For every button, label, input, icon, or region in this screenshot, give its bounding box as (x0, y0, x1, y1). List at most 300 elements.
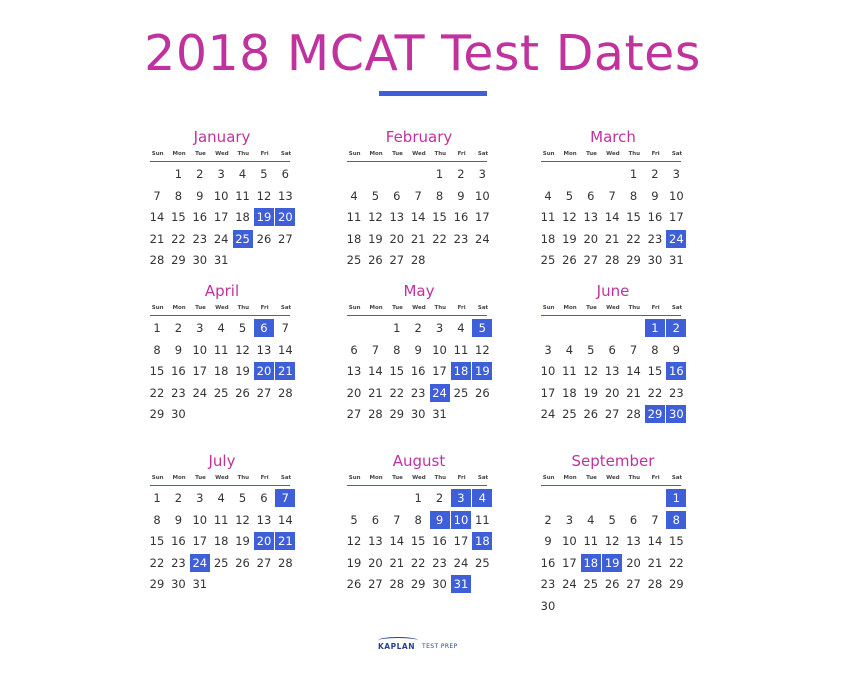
weekday-header: Sun (542, 475, 555, 481)
calendar-day: 8 (651, 342, 659, 357)
calendar-day: 27 (256, 385, 272, 400)
test-date-day: 24 (430, 384, 450, 402)
calendar-day: 5 (350, 512, 358, 527)
calendar-day: 3 (196, 321, 204, 335)
calendar-day: 5 (371, 188, 380, 203)
calendar-week (147, 489, 297, 511)
calendar-day: 11 (213, 512, 229, 527)
weekday-header-row (538, 304, 688, 313)
weekday-header: Sat (280, 305, 292, 311)
calendar-day: 13 (278, 188, 293, 203)
weekday-header: Sat (477, 151, 489, 157)
calendar-day: 6 (371, 512, 380, 527)
weekday-divider (541, 315, 681, 316)
weekday-header: Mon (369, 151, 383, 157)
calendar-day: 20 (604, 385, 620, 400)
calendar-day: 9 (196, 188, 204, 203)
test-date-day: 19 (472, 362, 492, 380)
calendar-day: 8 (414, 512, 422, 527)
calendar-day: 8 (153, 342, 161, 357)
weekday-header: Sun (348, 151, 361, 157)
calendar-day: 23 (453, 231, 469, 246)
weekday-header: Sat (280, 151, 292, 157)
calendar-day: 22 (647, 385, 663, 400)
calendar-day: 23 (540, 577, 556, 591)
calendar-day: 16 (647, 210, 663, 224)
calendar-day: 9 (174, 512, 183, 527)
calendar-day: 6 (587, 188, 595, 203)
weekday-divider (150, 485, 290, 486)
calendar-day: 4 (350, 188, 358, 203)
calendar-day: 14 (389, 534, 405, 548)
calendar-day: 31 (213, 253, 229, 267)
calendar-day: 21 (647, 555, 663, 570)
calendar-day: 28 (149, 253, 165, 267)
calendar-day: 29 (626, 253, 641, 267)
weekday-divider (347, 315, 487, 316)
calendar-day: 19 (368, 231, 383, 246)
calendar-day: 14 (647, 534, 663, 548)
weekday-header: Sun (151, 151, 164, 157)
weekday-header: Sat (280, 475, 292, 481)
calendar-day: 16 (540, 555, 556, 570)
weekday-header: Wed (412, 151, 426, 157)
calendar-week (344, 230, 494, 252)
calendar-day: 27 (278, 231, 293, 246)
calendar-week (147, 230, 297, 252)
weekday-header-row (344, 150, 494, 159)
calendar-week (147, 187, 297, 209)
calendar-day: 4 (565, 342, 574, 357)
calendar-day: 7 (414, 188, 422, 203)
weekday-header: Sun (542, 151, 555, 157)
calendar-day: 26 (346, 577, 362, 591)
month-march (538, 126, 688, 273)
calendar-day: 14 (278, 342, 293, 357)
weekday-header: Sat (671, 151, 683, 157)
calendar-day: 19 (346, 555, 362, 570)
calendar-day: 2 (196, 167, 204, 181)
test-date-day: 9 (430, 511, 450, 529)
weekday-header: Wed (412, 305, 426, 311)
calendar-day: 21 (389, 555, 405, 570)
calendar-day: 16 (453, 210, 469, 224)
calendar-week (538, 251, 688, 273)
test-date-day: 18 (451, 362, 471, 380)
weekday-header: Mon (172, 475, 186, 481)
calendar-day: 30 (171, 407, 186, 421)
calendar-day: 3 (217, 167, 225, 181)
calendar-day: 23 (647, 231, 663, 246)
weekday-header: Mon (172, 151, 186, 157)
calendar-day: 3 (672, 167, 680, 181)
calendar-day: 2 (414, 321, 422, 335)
calendar-day: 25 (346, 253, 362, 267)
calendar-day: 14 (626, 364, 641, 378)
weekday-header: Sat (671, 305, 683, 311)
test-date-day: 7 (275, 489, 295, 507)
test-date-day: 18 (581, 554, 601, 572)
weekday-header: Fri (260, 475, 269, 481)
calendar-week (147, 405, 297, 427)
calendar-day: 22 (149, 385, 165, 400)
test-date-day: 20 (275, 208, 295, 226)
calendar-week (147, 341, 297, 363)
calendar-day: 22 (669, 555, 684, 570)
calendar-day: 4 (238, 167, 247, 181)
calendar-day: 12 (235, 512, 250, 527)
test-date-day: 2 (666, 319, 686, 337)
calendar-week (538, 208, 688, 230)
weekday-header-row (147, 474, 297, 483)
calendar-day: 26 (235, 385, 250, 400)
calendar-week (538, 532, 688, 554)
calendar-week (147, 251, 297, 273)
calendar-day: 5 (565, 188, 574, 203)
calendar-day: 1 (153, 491, 161, 505)
weekday-divider (347, 161, 487, 162)
calendar-week (344, 165, 494, 187)
calendar-day: 1 (174, 167, 183, 181)
weekday-header: Thu (434, 151, 447, 157)
calendar-day: 8 (393, 342, 401, 357)
calendar-week (538, 165, 688, 187)
weekday-header: Thu (628, 151, 641, 157)
calendar-day: 15 (432, 210, 447, 224)
calendar-day: 18 (562, 385, 577, 400)
calendar-day: 25 (213, 555, 229, 570)
calendar-day: 17 (453, 534, 469, 548)
weekday-header: Fri (651, 151, 660, 157)
calendar-day: 29 (149, 407, 165, 421)
weekday-header: Mon (172, 305, 186, 311)
calendar-day: 4 (217, 491, 225, 505)
month-name: August (392, 452, 446, 470)
calendar-day: 1 (435, 167, 444, 181)
weekday-header-row (147, 304, 297, 313)
calendar-day: 13 (368, 534, 383, 548)
test-date-day: 31 (451, 575, 471, 593)
kaplan-logo (378, 640, 468, 658)
calendar-day: 15 (171, 210, 186, 224)
weekday-header: Fri (651, 305, 660, 311)
calendar-day: 19 (583, 385, 599, 400)
calendar-day: 20 (346, 385, 362, 400)
calendar-day: 1 (629, 167, 638, 181)
calendar-day: 3 (196, 491, 204, 505)
weekday-header: Tue (392, 305, 403, 311)
calendar-week (344, 554, 494, 576)
calendar-day: 2 (651, 167, 659, 181)
month-february (344, 126, 494, 273)
calendar-day: 19 (562, 231, 577, 246)
calendar-week (344, 532, 494, 554)
weekday-header: Thu (237, 475, 250, 481)
calendar-day: 1 (393, 321, 401, 335)
calendar-week (344, 384, 494, 406)
month-may (344, 280, 494, 427)
calendar-day: 22 (389, 385, 405, 400)
test-date-day: 3 (451, 489, 471, 507)
calendar-day: 5 (238, 321, 247, 335)
weekday-header: Sun (348, 475, 361, 481)
weekday-header: Sun (151, 475, 164, 481)
weekday-header: Wed (606, 475, 620, 481)
calendar-week (147, 532, 297, 554)
weekday-header: Tue (195, 305, 206, 311)
weekday-header: Fri (260, 305, 269, 311)
calendar-day: 23 (171, 385, 186, 400)
month-june (538, 280, 688, 427)
weekday-header: Thu (434, 305, 447, 311)
page-title: 2018 MCAT Test Dates (144, 25, 701, 82)
weekday-header: Tue (586, 151, 597, 157)
test-date-day: 10 (451, 511, 471, 529)
calendar-day: 15 (410, 534, 426, 548)
calendar-day: 11 (475, 512, 490, 527)
weekday-header: Thu (237, 305, 250, 311)
weekday-header: Sun (542, 305, 555, 311)
calendar-day: 20 (389, 231, 405, 246)
calendar-day: 25 (583, 577, 599, 591)
weekday-header-row (538, 474, 688, 483)
weekday-header: Sat (477, 305, 489, 311)
calendar-day: 18 (213, 364, 229, 378)
calendar-day: 19 (235, 364, 250, 378)
test-date-day: 16 (666, 362, 686, 380)
weekday-header: Wed (215, 475, 229, 481)
test-date-day: 29 (645, 405, 665, 423)
calendar-day: 18 (540, 231, 556, 246)
calendar-week (344, 575, 494, 597)
calendar-day: 7 (393, 512, 401, 527)
calendar-day: 4 (544, 188, 552, 203)
calendar-day: 27 (346, 407, 362, 421)
calendar-week (538, 511, 688, 533)
test-date-day: 20 (254, 532, 274, 550)
calendar-day: 11 (583, 534, 599, 548)
weekday-header: Mon (369, 305, 383, 311)
calendar-day: 11 (540, 210, 556, 224)
calendar-day: 16 (171, 534, 186, 548)
calendar-day: 21 (410, 231, 426, 246)
calendar-day: 7 (608, 188, 616, 203)
weekday-header: Thu (628, 475, 641, 481)
calendar-day: 25 (213, 385, 229, 400)
calendar-day: 9 (414, 342, 422, 357)
calendar-day: 24 (475, 231, 490, 246)
calendar-day: 26 (368, 253, 383, 267)
calendar-day: 7 (629, 342, 638, 357)
calendar-day: 10 (562, 534, 577, 548)
calendar-day: 30 (410, 407, 426, 421)
calendar-day: 23 (171, 555, 186, 570)
calendar-week (538, 384, 688, 406)
calendar-day: 31 (669, 253, 684, 267)
calendar-day: 16 (171, 364, 186, 378)
calendar-day: 11 (562, 364, 577, 378)
weekday-divider (347, 485, 487, 486)
test-date-day: 19 (254, 208, 274, 226)
calendar-day: 26 (256, 231, 272, 246)
calendar-day: 21 (149, 231, 165, 246)
calendar-day: 10 (669, 188, 684, 203)
calendar-day: 6 (629, 512, 638, 527)
calendar-day: 12 (583, 364, 599, 378)
calendar-day: 17 (669, 210, 684, 224)
logo-sub-text: TEST PREP (422, 643, 458, 650)
test-date-day: 25 (233, 230, 253, 248)
calendar-day: 23 (192, 231, 208, 246)
calendar-day: 1 (153, 321, 161, 335)
test-date-day: 24 (190, 554, 210, 572)
calendar-day: 17 (540, 385, 556, 400)
calendar-week (344, 341, 494, 363)
calendar-day: 12 (604, 534, 620, 548)
calendar-day: 3 (544, 342, 552, 357)
calendar-day: 7 (371, 342, 380, 357)
calendar-day: 2 (174, 321, 183, 335)
calendar-day: 13 (626, 534, 641, 548)
calendar-day: 13 (346, 364, 362, 378)
calendar-day: 7 (651, 512, 659, 527)
calendar-day: 2 (457, 167, 465, 181)
calendar-day: 9 (174, 342, 183, 357)
calendar-day: 7 (153, 188, 161, 203)
calendar-day: 2 (544, 512, 552, 527)
calendar-week (538, 341, 688, 363)
calendar-day: 6 (260, 491, 268, 505)
calendar-day: 10 (192, 512, 208, 527)
calendar-day: 8 (174, 188, 183, 203)
calendar-week (344, 405, 494, 427)
weekday-header-row (147, 150, 297, 159)
calendar-day: 18 (213, 534, 229, 548)
calendar-day: 16 (192, 210, 208, 224)
calendar-day: 4 (217, 321, 225, 335)
month-january (147, 126, 297, 273)
weekday-header: Tue (195, 475, 206, 481)
weekday-header: Mon (563, 151, 577, 157)
calendar-day: 4 (587, 512, 595, 527)
weekday-header: Wed (606, 305, 620, 311)
calendar-day: 27 (368, 577, 383, 591)
calendar-day: 16 (410, 364, 426, 378)
test-date-day: 30 (666, 405, 686, 423)
weekday-divider (150, 315, 290, 316)
calendar-day: 28 (410, 253, 426, 267)
test-date-day: 18 (472, 532, 492, 550)
calendar-week (538, 362, 688, 384)
weekday-header: Tue (586, 305, 597, 311)
weekday-header: Mon (563, 305, 577, 311)
test-date-day: 4 (472, 489, 492, 507)
calendar-day: 6 (350, 342, 358, 357)
calendar-day: 10 (432, 342, 447, 357)
weekday-header: Wed (606, 151, 620, 157)
calendar-week (344, 319, 494, 341)
calendar-day: 15 (149, 534, 165, 548)
test-date-day: 8 (666, 511, 686, 529)
weekday-divider (150, 161, 290, 162)
calendar-day: 2 (174, 491, 183, 505)
weekday-divider (541, 161, 681, 162)
month-name: January (193, 128, 251, 146)
weekday-header: Sun (348, 305, 361, 311)
calendar-week (147, 362, 297, 384)
test-date-day: 21 (275, 362, 295, 380)
calendar-day: 3 (478, 167, 486, 181)
calendar-day: 17 (432, 364, 447, 378)
calendar-day: 22 (171, 231, 186, 246)
calendar-day: 12 (475, 342, 490, 357)
test-date-day: 5 (472, 319, 492, 337)
calendar-day: 26 (604, 577, 620, 591)
calendar-day: 29 (149, 577, 165, 591)
calendar-day: 13 (256, 342, 272, 357)
calendar-day: 15 (647, 364, 663, 378)
calendar-day: 22 (149, 555, 165, 570)
calendar-day: 10 (192, 342, 208, 357)
calendar-day: 14 (368, 364, 383, 378)
calendar-day: 17 (213, 210, 229, 224)
calendar-day: 23 (669, 385, 684, 400)
calendar-day: 27 (256, 555, 272, 570)
calendar-day: 17 (475, 210, 490, 224)
calendar-week (344, 208, 494, 230)
month-september (538, 450, 688, 618)
calendar-day: 10 (540, 364, 556, 378)
weekday-header: Tue (586, 475, 597, 481)
calendar-day: 24 (453, 555, 469, 570)
calendar-day: 7 (281, 321, 289, 335)
month-name: May (403, 282, 435, 300)
calendar-day: 13 (389, 210, 405, 224)
calendar-day: 12 (368, 210, 383, 224)
calendar-day: 14 (604, 210, 620, 224)
weekday-header: Tue (392, 475, 403, 481)
calendar-day: 13 (604, 364, 620, 378)
weekday-header: Fri (457, 475, 466, 481)
weekday-header: Sat (477, 475, 489, 481)
calendar-day: 30 (432, 577, 447, 591)
calendar-day: 29 (410, 577, 426, 591)
calendar-day: 9 (672, 342, 680, 357)
calendar-day: 29 (171, 253, 186, 267)
calendar-day: 10 (213, 188, 229, 203)
month-name: July (208, 452, 236, 470)
month-name: September (571, 452, 655, 470)
calendar-day: 15 (626, 210, 641, 224)
calendar-day: 31 (192, 577, 208, 591)
calendar-day: 29 (669, 577, 684, 591)
calendar-day: 22 (626, 231, 641, 246)
calendar-day: 16 (432, 534, 447, 548)
weekday-header: Fri (457, 305, 466, 311)
month-april (147, 280, 297, 427)
weekday-header: Fri (651, 475, 660, 481)
weekday-header: Mon (563, 475, 577, 481)
test-date-day: 1 (645, 319, 665, 337)
calendar-day: 21 (604, 231, 620, 246)
calendar-day: 23 (432, 555, 447, 570)
calendar-day: 23 (410, 385, 426, 400)
calendar-day: 18 (346, 231, 362, 246)
calendar-day: 26 (475, 385, 490, 400)
month-july (147, 450, 297, 597)
weekday-header: Sun (151, 305, 164, 311)
calendar-day: 19 (235, 534, 250, 548)
